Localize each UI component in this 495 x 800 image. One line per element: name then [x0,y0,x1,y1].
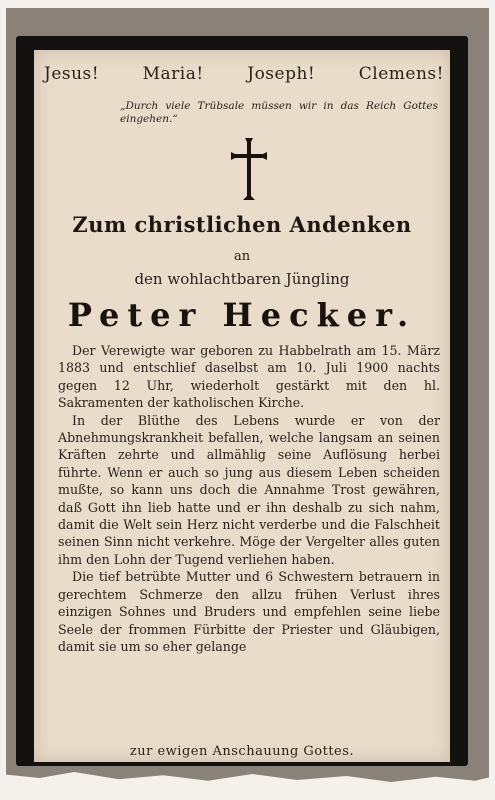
closing-line: zur ewigen Anschauung Gottes. [129,744,355,759]
invocation-line [44,64,444,84]
paragraph-family: Die tief betrübte Mutter und 6 Schwestern betrauern in gerechtem Schmerze den allzu frühen Verlust ihres einzigen Sohnes und Bruders und empfehlen seine liebe Seele der frommen Fürbitte der Priester und Gläubigen, damit sie um so eher gelange [58,569,440,654]
invocation-jesus: Jesus! [44,64,100,84]
paragraph-illness: In der Blüthe des Lebens wurde er von der Abnehmungskrankheit befallen, welche langsam an seinen Kräften zehrte und allmählig seine Auflösung herbei führte. Wenn er auch so jung aus diesem Leben scheiden mußte, so kann uns doch die Annahme Trost gewähren, daß Gott ihn lieb hatte und er ihn deshalb zu sich nahm, damit die Welt sein Herz nicht verderbe und die Falschheit seinen Sinn nicht verkehre. Möge der Vergelter alles guten ihm den Lohn der Tugend verliehen haben. [58,412,440,567]
scripture-motto: „Durch viele Trübsale müssen wir in das Reich Gottes eingehen.“ [120,100,438,125]
invocation-maria: Maria! [142,64,204,84]
invocation-joseph: Joseph! [247,64,316,84]
paragraph-birth-death: Der Verewigte war geboren zu Habbelrath am 15. März 1883 und entschlief daselbst am 10. Juli 1900 nachts gegen 12 Uhr, wiederholt gestärkt mit den hl. Sakramenten der katholischen Kirche. [58,343,440,411]
subtitle-youth: den wohlachtbaren Jüngling [134,270,350,288]
heading-memorial: Zum christlichen Andenken [72,212,412,237]
deceased-name: Peter Hecker. [67,296,417,334]
biography-text [58,342,440,655]
cross-icon [230,136,268,202]
invocation-clemens: Clemens! [358,64,444,84]
heading-an: an [233,249,251,264]
